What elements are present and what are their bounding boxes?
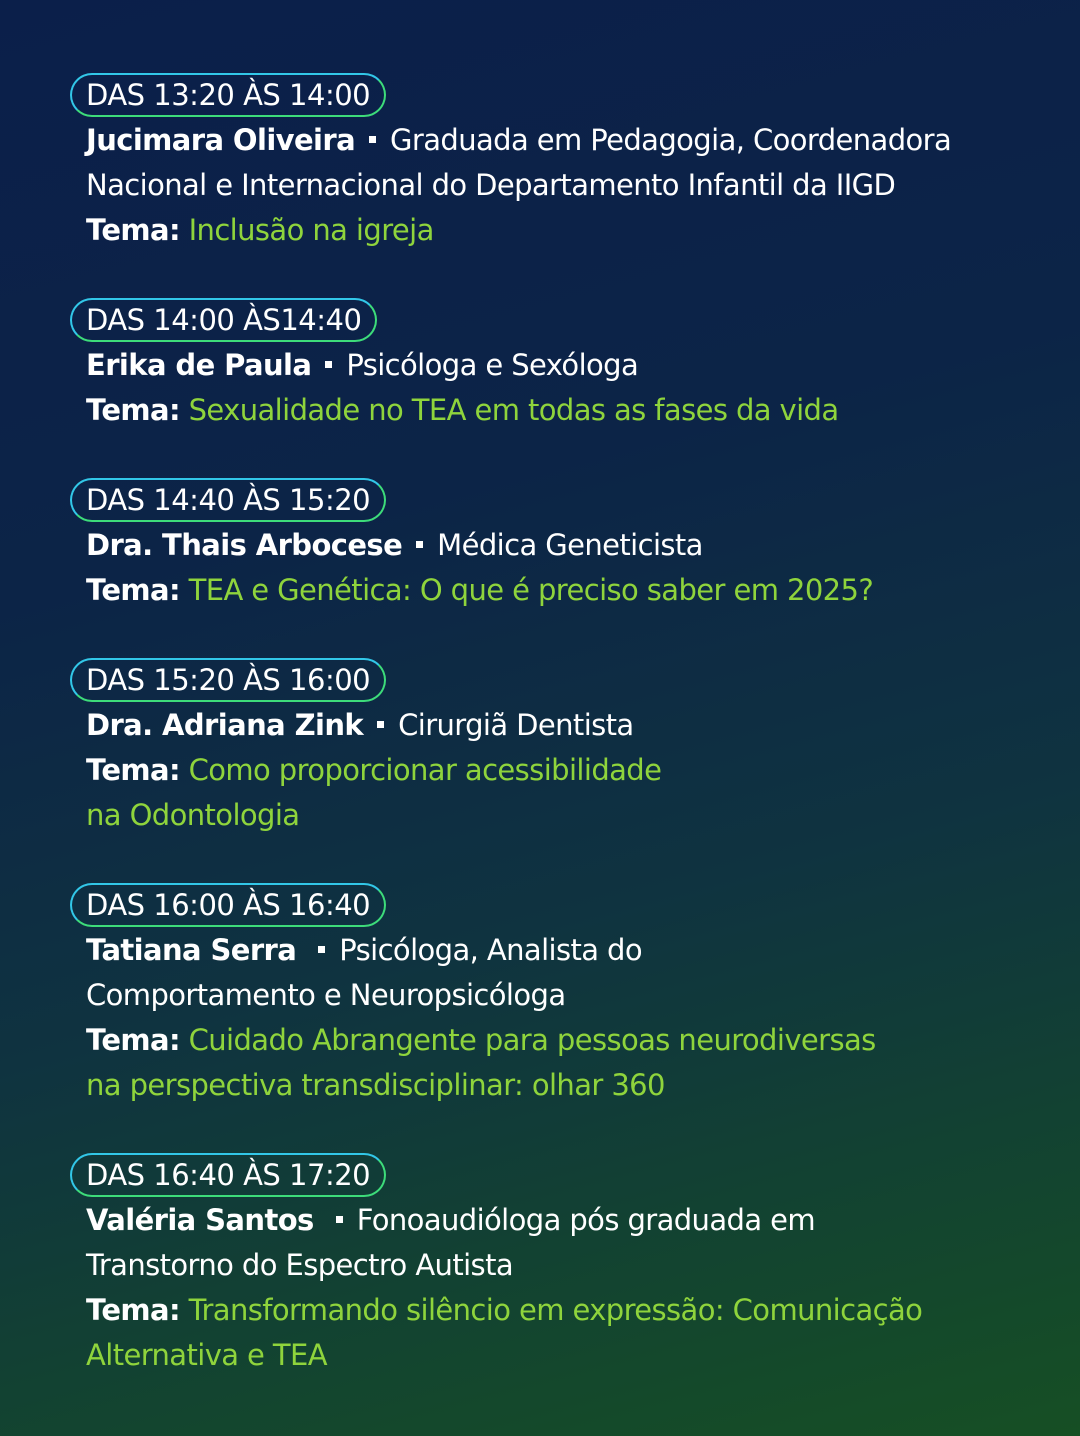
speaker-role-continued: Nacional e Internacional do Departamento Infantil da IIGD xyxy=(86,168,896,202)
time-badge: DAS 15:20 ÀS 16:00 xyxy=(70,658,386,702)
time-badge: DAS 16:40 ÀS 17:20 xyxy=(70,1153,386,1197)
topic-line xyxy=(86,748,661,793)
speaker-name: Erika de Paula xyxy=(86,348,312,382)
topic-text: TEA e Genética: O que é preciso saber em 2025? xyxy=(188,573,874,607)
separator-bullet-icon xyxy=(369,136,376,143)
speaker-name: Tatiana Serra xyxy=(86,933,297,967)
tema-label: Tema: xyxy=(86,1023,180,1057)
topic-text-continued: Alternativa e TEA xyxy=(86,1338,327,1372)
speaker-role-continued: Comportamento e Neuropsicóloga xyxy=(86,978,566,1012)
tema-label: Tema: xyxy=(86,393,180,427)
speaker-line xyxy=(86,1198,815,1243)
speaker-role: Médica Geneticista xyxy=(437,528,703,562)
tema-label: Tema: xyxy=(86,1293,180,1327)
topic-text: Inclusão na igreja xyxy=(188,213,434,247)
separator-bullet-icon xyxy=(336,1216,343,1223)
topic-line xyxy=(86,568,873,613)
speaker-line xyxy=(86,118,951,163)
topic-line xyxy=(86,1018,876,1063)
topic-line xyxy=(86,1288,922,1333)
speaker-role: Psicóloga e Sexóloga xyxy=(346,348,639,382)
topic-line xyxy=(86,388,839,433)
speaker-name: Jucimara Oliveira xyxy=(86,123,356,157)
topic-text: Como proporcionar acessibilidade xyxy=(188,753,662,787)
topic-text: Transformando silêncio em expressão: Comunicação xyxy=(188,1293,923,1327)
topic-text-continued: na perspectiva transdisciplinar: olhar 360 xyxy=(86,1068,665,1102)
topic-text: Cuidado Abrangente para pessoas neurodiversas xyxy=(188,1023,876,1057)
speaker-role: Graduada em Pedagogia, Coordenadora xyxy=(390,123,952,157)
speaker-role: Fonoaudióloga pós graduada em xyxy=(356,1203,815,1237)
topic-line xyxy=(86,208,434,253)
speaker-role: Psicóloga, Analista do xyxy=(339,933,643,967)
speaker-name: Dra. Thais Arbocese xyxy=(86,528,403,562)
separator-bullet-icon xyxy=(325,361,332,368)
speaker-line xyxy=(86,343,638,388)
speaker-name: Dra. Adriana Zink xyxy=(86,708,364,742)
speaker-name: Valéria Santos xyxy=(86,1203,314,1237)
separator-bullet-icon xyxy=(318,946,325,953)
speaker-role-continued: Transtorno do Espectro Autista xyxy=(86,1248,514,1282)
time-badge: DAS 14:00 ÀS14:40 xyxy=(70,298,377,342)
separator-bullet-icon xyxy=(377,721,384,728)
separator-bullet-icon xyxy=(416,541,423,548)
tema-label: Tema: xyxy=(86,573,180,607)
time-badge: DAS 16:00 ÀS 16:40 xyxy=(70,883,386,927)
topic-text: Sexualidade no TEA em todas as fases da vida xyxy=(188,393,839,427)
tema-label: Tema: xyxy=(86,753,180,787)
time-badge: DAS 14:40 ÀS 15:20 xyxy=(70,478,386,522)
topic-text-continued: na Odontologia xyxy=(86,798,300,832)
speaker-role: Cirurgiã Dentista xyxy=(398,708,634,742)
time-badge: DAS 13:20 ÀS 14:00 xyxy=(70,73,386,117)
speaker-line xyxy=(86,523,703,568)
speaker-line xyxy=(86,928,642,973)
speaker-line xyxy=(86,703,634,748)
tema-label: Tema: xyxy=(86,213,180,247)
